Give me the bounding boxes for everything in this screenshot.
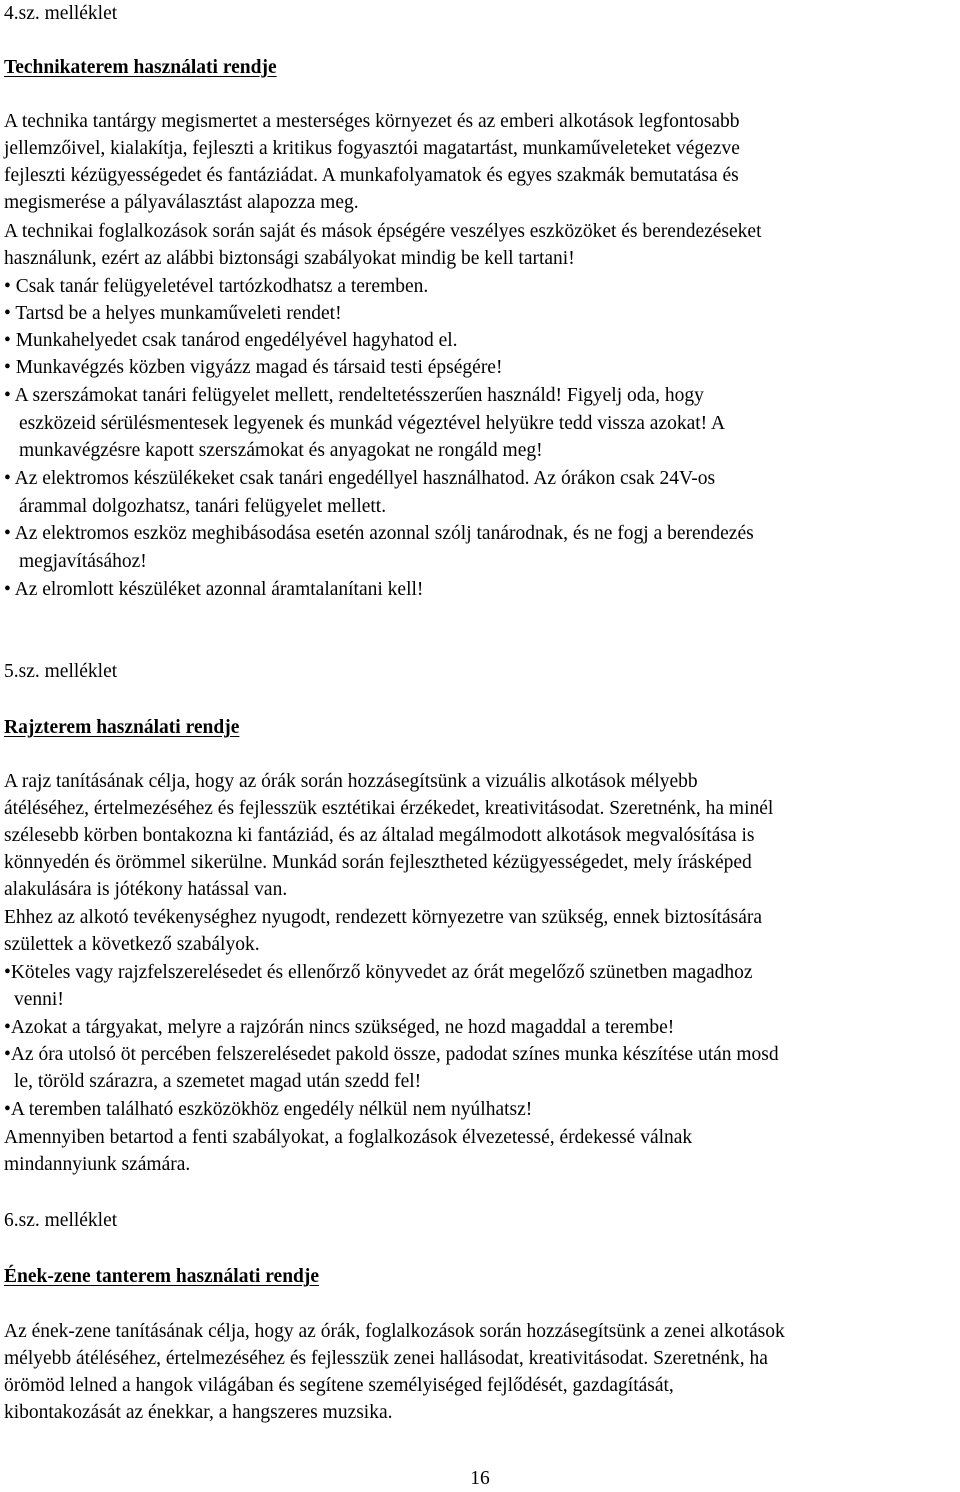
rule-item-continuation: árammal dolgozhatsz, tanári felügyelet mellett. [19,496,387,517]
rule-item: •Azokat a tárgyakat, melyre a rajzórán nincs szükséged, ne hozd magaddal a terembe! [4,1017,675,1038]
rule-item-continuation: munkavégzésre kapott szerszámokat és anyagokat ne rongáld meg! [19,440,543,461]
paragraph-line: fejleszti kézügyességedet és fantáziádat. A munkafolyamatok és egyes szakmák bemutatása és [4,165,739,186]
rule-item: • Az elromlott készüléket azonnal áramtalanítani kell! [4,579,424,600]
paragraph-line: örömöd lelned a hangok világában és segítene személyiséged fejlődését, gazdagítását, [4,1375,674,1396]
annex-label: 6.sz. melléklet [4,1210,118,1231]
paragraph-line: használunk, ezért az alábbi biztonsági szabályokat mindig be kell tartani! [4,248,575,269]
rule-item-continuation: venni! [14,989,64,1010]
paragraph-line: átéléséhez, értelmezéséhez és fejlesszük esztétikai érzékedet, kreativitásodat. Szeretnénk, ha minél [4,798,774,819]
paragraph-line: kibontakozását az énekkar, a hangszeres muzsika. [4,1402,393,1423]
rule-item: • Tartsd be a helyes munkaműveleti rendet! [4,303,342,324]
paragraph-line: szélesebb körben bontakozna ki fantáziád, és az általad megálmodott alkotások megvalósítása is [4,825,755,846]
rule-item: • Az elektromos eszköz meghibásodása esetén azonnal szólj tanárodnak, és ne fogj a berendezés [4,523,754,544]
annex-label: 5.sz. melléklet [4,661,118,682]
rule-item: • Munkavégzés közben vigyázz magad és társaid testi épségére! [4,357,503,378]
paragraph-line: alakulására is jótékony hatással van. [4,879,288,900]
section-title: Ének-zene tanterem használati rendje [4,1266,320,1287]
rule-item: • A szerszámokat tanári felügyelet mellett, rendeltetésszerűen használd! Figyelj oda, hogy [4,385,704,406]
paragraph-line: A rajz tanításának célja, hogy az órák során hozzásegítsünk a vizuális alkotások mélyebb [4,771,698,792]
rule-item-continuation: le, töröld szárazra, a szemetet magad után szedd fel! [14,1071,422,1092]
rule-item-continuation: eszközeid sérülésmentesek legyenek és munkád végeztével helyükre tedd vissza azokat! A [19,413,726,434]
rule-item: • Az elektromos készülékeket csak tanári engedéllyel használhatod. Az órákon csak 24V-os [4,468,716,489]
rule-item: • Csak tanár felügyeletével tartózkodhatsz a teremben. [4,276,429,297]
page-number: 16 [470,1468,490,1489]
paragraph-line: Ehhez az alkotó tevékenységhez nyugodt, rendezett környezetre van szükség, ennek biztosítására [4,907,763,928]
paragraph-line: mélyebb átéléséhez, értelmezéséhez és fejlesszük zenei hallásodat, kreativitásodat. Szeretnénk, ha [4,1348,768,1369]
section-title: Rajzterem használati rendje [4,717,240,738]
paragraph-line: születtek a következő szabályok. [4,934,260,955]
rule-item: •Az óra utolsó öt percében felszerelésedet pakold össze, padodat színes munka készítése után mosd [4,1044,779,1065]
section-title: Technikaterem használati rendje [4,57,277,78]
rule-item: •Köteles vagy rajzfelszerelésedet és ellenőrző könyvedet az órát megelőző szünetben magadhoz [4,962,753,983]
paragraph-line: jellemzőivel, kialakítja, fejleszti a kritikus fogyasztói magatartást, munkaműveleteket végezve [4,138,740,159]
annex-label: 4.sz. melléklet [4,3,118,24]
rule-item-continuation: megjavításához! [19,551,147,572]
paragraph-line: A technika tantárgy megismertet a mesterséges környezet és az emberi alkotások legfontosabb [4,111,740,132]
paragraph-line: Az ének-zene tanításának célja, hogy az órák, foglalkozások során hozzásegítsünk a zenei alkotások [4,1321,785,1342]
paragraph-line: könnyedén és örömmel sikerülne. Munkád során fejlesztheted kézügyességedet, mely írásképed [4,852,752,873]
paragraph-line: megismerése a pályaválasztást alapozza meg. [4,192,359,213]
paragraph-line: Amennyiben betartod a fenti szabályokat, a foglalkozások élvezetessé, érdekessé válnak [4,1127,693,1148]
paragraph-line: mindannyiunk számára. [4,1154,191,1175]
rule-item: • Munkahelyedet csak tanárod engedélyével hagyhatod el. [4,330,458,351]
rule-item: •A teremben található eszközökhöz engedély nélkül nem nyúlhatsz! [4,1099,533,1120]
paragraph-line: A technikai foglalkozások során saját és mások épségére veszélyes eszközöket és berendezéseket [4,221,762,242]
